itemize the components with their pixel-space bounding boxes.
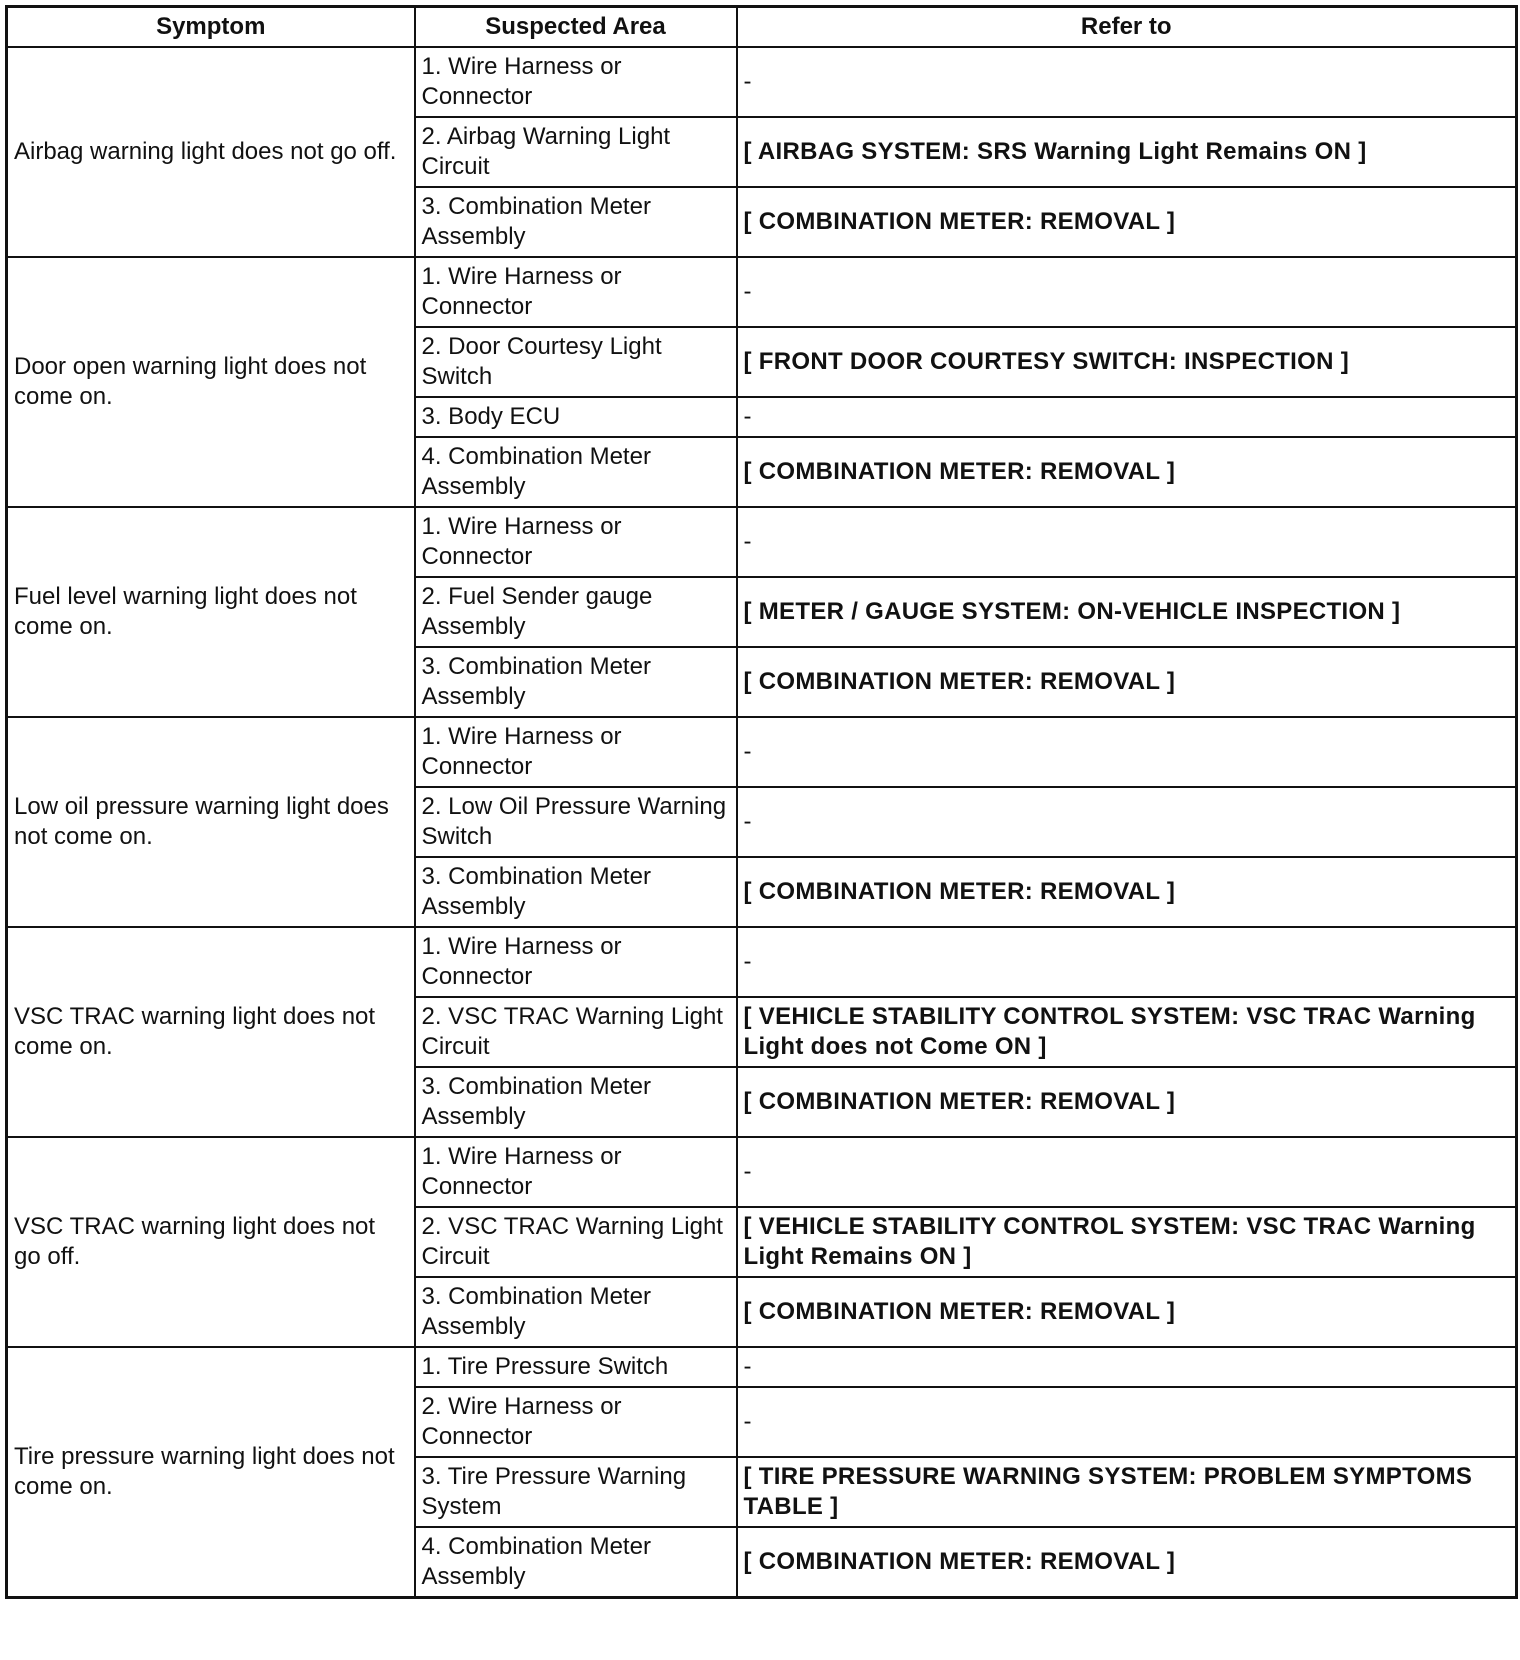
refer-to-link[interactable]: [ COMBINATION METER: REMOVAL ] xyxy=(737,187,1517,257)
suspected-area-cell: 1. Wire Harness or Connector xyxy=(415,717,737,787)
suspected-area-cell: 2. VSC TRAC Warning Light Circuit xyxy=(415,1207,737,1277)
refer-to-cell: - xyxy=(737,1347,1517,1387)
suspected-area-cell: 3. Combination Meter Assembly xyxy=(415,1067,737,1137)
refer-to-cell: - xyxy=(737,397,1517,437)
table-row xyxy=(7,47,1517,117)
refer-to-link[interactable]: [ TIRE PRESSURE WARNING SYSTEM: PROBLEM SYMPTOMS TABLE ] xyxy=(737,1457,1517,1527)
suspected-area-cell: 3. Combination Meter Assembly xyxy=(415,1277,737,1347)
table-row xyxy=(7,1347,1517,1387)
suspected-area-cell: 3. Body ECU xyxy=(415,397,737,437)
refer-to-cell: - xyxy=(737,1137,1517,1207)
refer-to-link[interactable]: [ AIRBAG SYSTEM: SRS Warning Light Remains ON ] xyxy=(737,117,1517,187)
refer-to-cell: - xyxy=(737,507,1517,577)
problem-symptoms-sheet xyxy=(5,5,1518,1599)
refer-to-link[interactable]: [ COMBINATION METER: REMOVAL ] xyxy=(737,1067,1517,1137)
suspected-area-cell: 1. Tire Pressure Switch xyxy=(415,1347,737,1387)
refer-to-cell: - xyxy=(737,47,1517,117)
symptom-cell: Tire pressure warning light does not come on. xyxy=(7,1347,415,1598)
symptom-cell: Fuel level warning light does not come on. xyxy=(7,507,415,717)
refer-to-cell: - xyxy=(737,787,1517,857)
symptom-cell: VSC TRAC warning light does not go off. xyxy=(7,1137,415,1347)
symptom-cell: Airbag warning light does not go off. xyxy=(7,47,415,257)
problem-symptoms-table xyxy=(5,5,1518,1599)
header-suspected-area: Suspected Area xyxy=(415,7,737,48)
symptom-cell: VSC TRAC warning light does not come on. xyxy=(7,927,415,1137)
refer-to-link[interactable]: [ COMBINATION METER: REMOVAL ] xyxy=(737,1527,1517,1598)
suspected-area-cell: 3. Tire Pressure Warning System xyxy=(415,1457,737,1527)
refer-to-link[interactable]: [ FRONT DOOR COURTESY SWITCH: INSPECTION ] xyxy=(737,327,1517,397)
suspected-area-cell: 2. Airbag Warning Light Circuit xyxy=(415,117,737,187)
table-row xyxy=(7,257,1517,327)
suspected-area-cell: 2. VSC TRAC Warning Light Circuit xyxy=(415,997,737,1067)
refer-to-link[interactable]: [ COMBINATION METER: REMOVAL ] xyxy=(737,437,1517,507)
refer-to-link[interactable]: [ COMBINATION METER: REMOVAL ] xyxy=(737,1277,1517,1347)
refer-to-link[interactable]: [ VEHICLE STABILITY CONTROL SYSTEM: VSC TRAC Warning Light Remains ON ] xyxy=(737,1207,1517,1277)
header-row xyxy=(7,7,1517,48)
suspected-area-cell: 1. Wire Harness or Connector xyxy=(415,507,737,577)
refer-to-link[interactable]: [ VEHICLE STABILITY CONTROL SYSTEM: VSC TRAC Warning Light does not Come ON ] xyxy=(737,997,1517,1067)
symptom-cell: Door open warning light does not come on. xyxy=(7,257,415,507)
suspected-area-cell: 4. Combination Meter Assembly xyxy=(415,1527,737,1598)
suspected-area-cell: 1. Wire Harness or Connector xyxy=(415,927,737,997)
symptom-cell: Low oil pressure warning light does not come on. xyxy=(7,717,415,927)
table-row xyxy=(7,1137,1517,1207)
suspected-area-cell: 2. Fuel Sender gauge Assembly xyxy=(415,577,737,647)
refer-to-cell: - xyxy=(737,1387,1517,1457)
suspected-area-cell: 3. Combination Meter Assembly xyxy=(415,857,737,927)
suspected-area-cell: 1. Wire Harness or Connector xyxy=(415,1137,737,1207)
refer-to-cell: - xyxy=(737,927,1517,997)
table-row xyxy=(7,717,1517,787)
table-row xyxy=(7,927,1517,997)
header-refer-to: Refer to xyxy=(737,7,1517,48)
refer-to-link[interactable]: [ COMBINATION METER: REMOVAL ] xyxy=(737,647,1517,717)
suspected-area-cell: 2. Door Courtesy Light Switch xyxy=(415,327,737,397)
table-row xyxy=(7,507,1517,577)
suspected-area-cell: 3. Combination Meter Assembly xyxy=(415,647,737,717)
refer-to-cell: - xyxy=(737,257,1517,327)
suspected-area-cell: 3. Combination Meter Assembly xyxy=(415,187,737,257)
suspected-area-cell: 4. Combination Meter Assembly xyxy=(415,437,737,507)
suspected-area-cell: 1. Wire Harness or Connector xyxy=(415,47,737,117)
suspected-area-cell: 1. Wire Harness or Connector xyxy=(415,257,737,327)
suspected-area-cell: 2. Low Oil Pressure Warning Switch xyxy=(415,787,737,857)
suspected-area-cell: 2. Wire Harness or Connector xyxy=(415,1387,737,1457)
refer-to-link[interactable]: [ METER / GAUGE SYSTEM: ON-VEHICLE INSPECTION ] xyxy=(737,577,1517,647)
refer-to-link[interactable]: [ COMBINATION METER: REMOVAL ] xyxy=(737,857,1517,927)
header-symptom: Symptom xyxy=(7,7,415,48)
refer-to-cell: - xyxy=(737,717,1517,787)
